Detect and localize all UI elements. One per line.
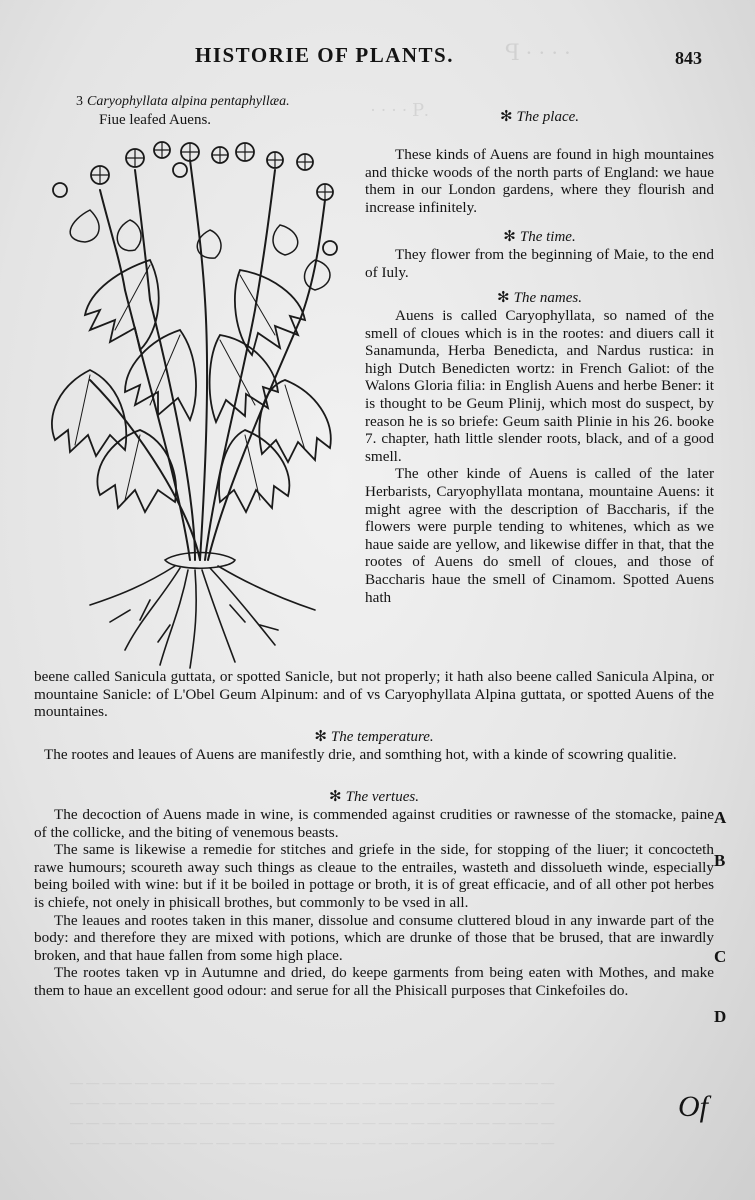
- woodcut-plant-illustration: [30, 130, 360, 670]
- page-number: 843: [675, 48, 702, 68]
- section-time: [365, 228, 714, 281]
- show-through-text: — — — — — — — — — — — — — — — — — — — — — — — — — — — — — —: [70, 1115, 555, 1130]
- asterism-icon: ✻: [314, 729, 327, 745]
- show-through-text: — — — — — — — — — — — — — — — — — — — — — — — — — — — — — —: [70, 1135, 555, 1150]
- show-through-text: — — — — — — — — — — — — — — — — — — — — — — — — — — — — — —: [70, 1095, 555, 1110]
- vertue-paragraph: The rootes taken vp in Autumne and dried, do keepe garments from being eaten with Mothes, and make them to haue an excellent good odour: and serue for all the Phisicall purposes that Cinkefoiles do.: [34, 964, 714, 999]
- place-text: These kinds of Auens are found in high mountaines and thicke woods of the north parts of England: we haue them in our London gardens, where they flourish and increase infinitely.: [365, 146, 714, 216]
- running-title: HISTORIE OF PLANTS.: [195, 43, 454, 67]
- section-place: [365, 108, 714, 216]
- names-paragraph: Auens is called Caryophyllata, so named of the smell of cloues which is in the rootes: and diuers call it Sanamunda, Herba Benedicta, and Nardus rustica: in high Dutch Benedicten wortz: in French Galiot: of the Walons Gloria filia: in English Auens and herbe Bener: it is thought to be Geum Plinij, which most do suspect, by reason he is so briefe: Geum saith Plinie in his 26. booke 7. chapter, hath little slender roots, black, and of a good smell.: [365, 307, 714, 465]
- section-heading: ✻ The time.: [503, 229, 576, 245]
- section-names: [365, 289, 714, 606]
- margin-letter: A: [714, 808, 727, 827]
- section-vertues: [34, 788, 714, 1000]
- time-text: They flower from the beginning of Maie, to the end of Iuly.: [365, 246, 714, 281]
- asterism-icon: ✻: [499, 109, 513, 125]
- figure-number: 3: [76, 94, 83, 109]
- asterism-icon: ✻: [497, 290, 510, 306]
- temperature-text: The rootes and leaues of Auens are manifestly drie, and somthing hot, with a kinde of scowring qualitie.: [44, 746, 677, 763]
- asterism-icon: ✻: [329, 789, 342, 805]
- figure-english-name: Fiue leafed Auens.: [99, 112, 212, 128]
- margin-letter: D: [714, 1007, 727, 1026]
- margin-letter: B: [714, 851, 726, 870]
- margin-letter: C: [714, 947, 727, 966]
- show-through-text: — — — — — — — — — — — — — — — — — — — — — — — — — — — — — —: [70, 1075, 555, 1090]
- section-heading: ✻ The vertues.: [329, 789, 419, 805]
- asterism-icon: ✻: [503, 229, 516, 245]
- catchword: Of: [678, 1090, 708, 1123]
- names-paragraph-continued: beene called Sanicula guttata, or spotted Sanicle, but not properly; it hath also beene called Sanicula Alpina, or mountaine Sanicle: of L'Obel Geum Alpinum: and of vs Caryophyllata Alpina guttata, or spotted Auens of the mountaines.: [34, 668, 714, 721]
- figure-latin-name: 3 Caryophyllata alpina pentaphyllæa.: [76, 94, 290, 109]
- vertue-paragraph: The same is likewise a remedie for stitches and griefe in the side, for stopping of the liuer; it concocteth rawe humours; scoureth away such things as cleaue to the entrailes, wasteth and dissolueth winde, especially being boiled with wine: but if it be boiled in pottage or broth, it is of great efficacie, and of all other pot herbes is chiefe, not onely in phisicall brothes, but commonly to be vsed in all.: [34, 841, 714, 911]
- section-heading: ✻ The names.: [497, 290, 582, 306]
- show-through-text: ꟼ · · · ·: [505, 40, 572, 65]
- section-heading: ✻ The place.: [499, 109, 580, 125]
- show-through-text: .ꟼ · · · ·: [370, 100, 429, 120]
- section-temperature: [34, 728, 714, 764]
- names-paragraph: The other kinde of Auens is called of the later Herbarists, Caryophyllata montana, mountaine Auens: it might agree with the description of Baccharis, if the flowers were purple tending to whitenes, which as we haue saide are yellow, and likewise differ in that, that the rootes of Auens do smell of cloues, and those of Baccharis haue the smell of Cinamom. Spotted Auens hath: [365, 465, 714, 606]
- section-heading: ✻ The temperature.: [314, 729, 434, 745]
- vertue-paragraph: The decoction of Auens made in wine, is commended against crudities or rawnesse of the stomacke, paine of the collicke, and the biting of venemous beasts.: [34, 806, 714, 841]
- vertue-paragraph: The leaues and rootes taken in this maner, dissolue and consume cluttered bloud in any inwarde part of the body: and therefore they are mixed with potions, which are drunke of those that be brused, that are inwardly broken, and that haue fallen from some high place.: [34, 911, 714, 964]
